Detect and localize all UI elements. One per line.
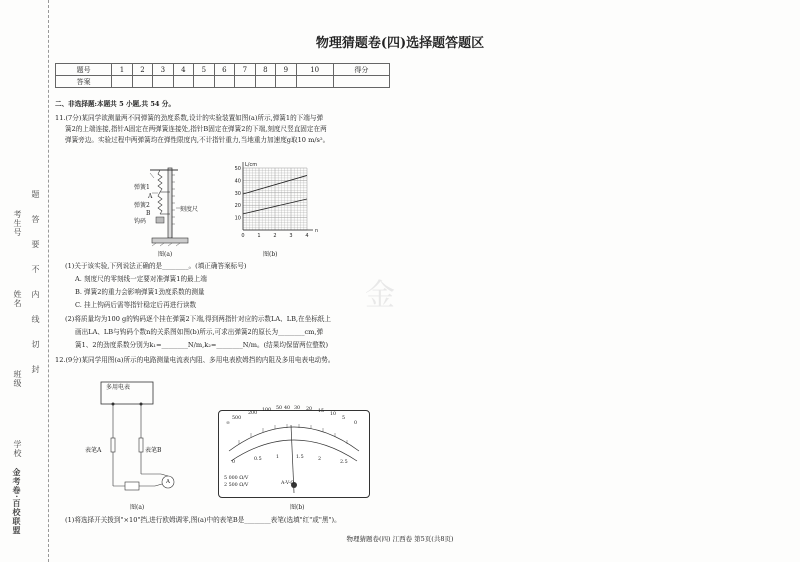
seal-char: 切	[31, 340, 40, 349]
omega-tick: 0	[354, 421, 358, 426]
y-axis-label: L/cm	[245, 162, 258, 168]
school-label: 学校	[13, 440, 22, 458]
seal-char: 答	[31, 215, 40, 224]
answer-cell[interactable]	[214, 76, 234, 88]
ammeter-label: A	[166, 479, 170, 485]
fig-a-label: 刻度尺	[180, 206, 199, 213]
omega-tick: ∞	[226, 421, 230, 426]
x-tick-label: 2	[273, 233, 277, 239]
x-tick-label: 1	[257, 233, 261, 239]
option-b[interactable]: B. 弹簧2的重力会影响弹簧1劲度系数的测量	[75, 288, 205, 296]
fig-a-caption: 图(a)	[158, 251, 173, 258]
q11-line: 11.(7分)某同学欲测量两不同弹簧的劲度系数,设计的实验装置如图(a)所示,弹簧1的下端与弹	[55, 114, 324, 122]
section-heading: 二、非选择题:本题共 5 小题,共 54 分。	[55, 100, 175, 108]
header-cell: 7	[235, 64, 255, 76]
student-id-label: 考生号	[13, 210, 22, 237]
fig-a-label: B	[146, 210, 151, 217]
fig-a-label: 钩码	[134, 218, 147, 225]
header-cell: 3	[153, 64, 173, 76]
answer-cell[interactable]	[153, 76, 173, 88]
answer-cell[interactable]	[276, 76, 296, 88]
omega-tick: 30	[294, 406, 301, 411]
omega-tick: 40	[284, 406, 291, 411]
header-cell: 6	[214, 64, 234, 76]
answer-table	[55, 63, 390, 88]
omega-tick: 20	[306, 407, 313, 412]
y-tick-label: 50	[234, 166, 241, 172]
class-label: 班级	[13, 370, 22, 388]
header-cell: 得分	[333, 64, 389, 76]
meter-note: 2 500 Ω/V	[224, 483, 249, 488]
linear-tick: 1.5	[296, 455, 304, 460]
base	[152, 238, 188, 243]
meter-caption: 图(b)	[290, 504, 305, 511]
q11-line: 弹簧旁边。实验过程中两弹簧均在弹性限度内,不计指针重力,当地重力加速度g取10 m/s²。	[65, 136, 330, 144]
spring-2	[158, 192, 162, 214]
answer-cell[interactable]	[255, 76, 275, 88]
header-cell: 8	[255, 64, 275, 76]
y-tick-label: 20	[234, 203, 241, 210]
seal-char: 封	[31, 365, 40, 374]
answer-cell[interactable]	[132, 76, 152, 88]
y-tick-label: 40	[234, 178, 241, 185]
q11-line: 簧2的上端连接,指针A固定在两弹簧连接处,指针B固定在弹簧2的下端,刻度尺竖直固定在两	[65, 125, 327, 133]
x-axis-label: n	[315, 228, 319, 234]
omega-tick: 5	[342, 416, 346, 421]
q12-line: 12.(9分)某同学用图(a)所示的电路测量电流表内阻、多用电表欧姆挡的内阻及多用电表电动势。	[55, 356, 335, 364]
watermark: 金	[365, 278, 395, 313]
header-cell: 2	[132, 64, 152, 76]
y-tick-label: 10	[234, 215, 241, 222]
meter-note: 5 000 Ω/V	[224, 476, 249, 481]
seal-char: 要	[31, 240, 40, 249]
omega-tick: 500	[232, 416, 242, 421]
q11-sub2-line: 簧1、2的劲度系数分别为k₁=________N/m,k₂=________N/m。(结果均保留两位整数)	[75, 341, 329, 349]
spring-1	[158, 170, 162, 192]
option-c[interactable]: C. 挂上钩码后需等指针稳定后再进行读数	[75, 301, 197, 309]
omega-tick: 10	[330, 412, 337, 417]
seal-char: 不	[31, 265, 40, 274]
omega-tick: 200	[248, 411, 258, 416]
answer-table-header	[56, 64, 390, 76]
x-tick-label: 3	[289, 233, 293, 239]
x-tick-label: 4	[305, 233, 309, 239]
q11-sub2-line: 画出LA、LB与钩码个数n的关系图如图(b)所示,可求出弹簧2的原长为________cm,弹	[75, 328, 324, 336]
row-label: 答案	[56, 76, 112, 88]
answer-cell[interactable]	[194, 76, 214, 88]
name-label: 姓名	[13, 290, 22, 308]
fig-a-label: 弹簧2	[134, 202, 150, 209]
q12-sub1: (1)将选择开关拨到"×10"挡,进行欧姆调零,图(a)中的表笔B是________表笔(选填"红"或"黑")。	[65, 516, 341, 524]
probe-a-label: 表笔A	[85, 447, 102, 454]
header-cell: 1	[112, 64, 132, 76]
seal-char: 题	[31, 190, 40, 199]
spring-length-chart	[225, 158, 325, 250]
linear-tick: 0	[232, 460, 236, 465]
resistor-box	[125, 482, 139, 490]
omega-tick: 15	[318, 409, 325, 414]
header-cell: 10	[296, 64, 333, 76]
linear-tick: 2.5	[340, 460, 348, 465]
header-cell: 4	[173, 64, 193, 76]
seal-char: 内	[31, 290, 40, 299]
answer-table-row	[56, 76, 390, 88]
header-cell: 题号	[56, 64, 112, 76]
seal-char: 线	[31, 315, 40, 324]
header-cell: 9	[276, 64, 296, 76]
q11-sub2-line: (2)将质量均为100 g的钩码逐个挂在弹簧2下端,得到两指针对应的示数LA、LB,在坐标纸上	[65, 315, 331, 323]
probe-b	[139, 438, 143, 452]
option-a[interactable]: A. 刻度尺的零刻线一定要对准弹簧1的最上端	[75, 275, 207, 283]
fig-a-label: 弹簧1	[134, 184, 150, 191]
y-tick-label: 30	[234, 190, 241, 197]
probe-a	[111, 438, 115, 452]
q11-sub1: (1)关于该实验,下列说法正确的是________。(填正确答案标号)	[65, 262, 247, 270]
fig-a-label: A	[148, 193, 153, 200]
page-title: 物理猜题卷(四)选择题答题区	[315, 36, 485, 51]
binding-strip	[0, 0, 49, 562]
answer-cell[interactable]	[173, 76, 193, 88]
circuit-figure	[65, 378, 215, 498]
omega-tick: 100	[262, 408, 272, 413]
x-tick-label: 0	[241, 233, 245, 239]
answer-cell[interactable]	[296, 76, 333, 88]
answer-cell[interactable]	[235, 76, 255, 88]
omega-tick: 50	[276, 406, 283, 411]
answer-cell[interactable]	[112, 76, 132, 88]
linear-tick: 2	[318, 457, 322, 462]
meter-mark: A-V-Ω	[281, 481, 295, 486]
brand-label: 金考卷·百校联盟	[12, 468, 22, 535]
linear-tick: 0.5	[254, 457, 262, 462]
circuit-caption: 图(a)	[130, 504, 145, 511]
linear-tick: 1	[276, 455, 280, 460]
score-cell[interactable]	[333, 76, 389, 88]
probe-b-label: 表笔B	[145, 447, 162, 454]
page-footer: 物理猜题卷(四) 江西卷 第5页(共8页)	[346, 535, 454, 543]
fig-b-caption: 图(b)	[263, 251, 278, 258]
multimeter-label: 多用电表	[106, 384, 131, 391]
hook-weight	[156, 217, 164, 223]
header-cell: 5	[194, 64, 214, 76]
